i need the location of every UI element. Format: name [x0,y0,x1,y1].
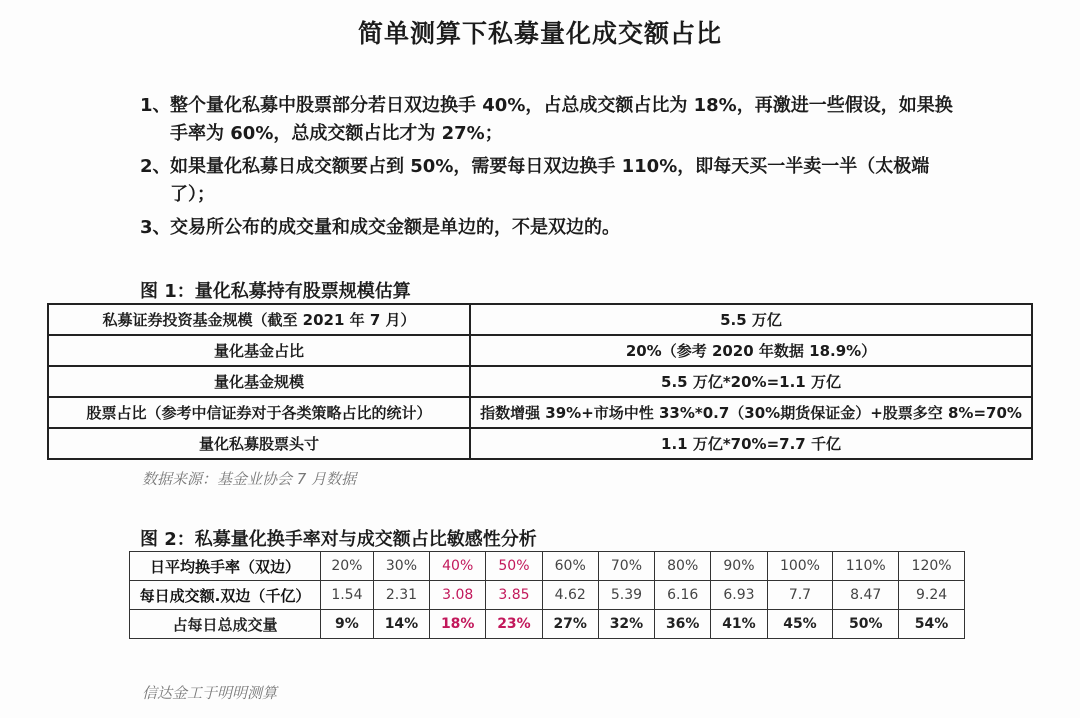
row-header: 占每日总成交量 [130,610,321,639]
table-cell: 量化私募股票头寸 [48,428,470,459]
table-cell: 私募证券投资基金规模（截至 2021 年 7 月） [48,304,470,335]
table-cell: 30% [373,552,429,581]
table-cell: 14% [373,610,429,639]
key-points-list [140,92,970,247]
sensitivity-table [129,551,965,639]
table-cell: 9% [321,610,374,639]
table-row [130,552,965,581]
table-row [130,610,965,639]
table-cell: 8.47 [833,581,899,610]
table-cell: 5.39 [598,581,654,610]
table-cell: 41% [711,610,767,639]
point-item [140,214,970,242]
point-number: 1、 [140,95,171,116]
table-cell: 20%（参考 2020 年数据 18.9%） [470,335,1032,366]
table-cell: 54% [899,610,965,639]
table-cell: 100% [767,552,833,581]
table-cell: 70% [598,552,654,581]
table-cell: 20% [321,552,374,581]
point-text: 如果量化私募日成交额要占到 50%，需要每日双边换手 110%，即每天买一半卖一半（太极端了）； [170,156,930,205]
table-cell: 1.54 [321,581,374,610]
table-cell-highlight: 40% [430,552,486,581]
table-cell: 5.5 万亿 [470,304,1032,335]
table-cell: 量化基金规模 [48,366,470,397]
point-item [140,153,970,209]
table-cell-highlight: 18% [430,610,486,639]
table-cell: 指数增强 39%+市场中性 33%*0.7（30%期货保证金）+股票多空 8%=70% [470,397,1032,428]
row-header: 日平均换手率（双边） [130,552,321,581]
table-cell: 1.1 万亿*70%=7.7 千亿 [470,428,1032,459]
table-cell: 36% [655,610,711,639]
point-item [140,92,970,148]
table-cell: 9.24 [899,581,965,610]
figure-2-note: 信达金工于明明测算 [142,684,278,702]
table-cell-highlight: 23% [486,610,542,639]
table-cell-highlight: 3.85 [486,581,542,610]
table-row [48,304,1032,335]
point-text: 交易所公布的成交量和成交金额是单边的，不是双边的。 [170,217,620,238]
table-cell: 90% [711,552,767,581]
table-row [48,366,1032,397]
table-cell: 7.7 [767,581,833,610]
table-row [48,397,1032,428]
point-number: 2、 [140,156,171,177]
table-cell: 4.62 [542,581,598,610]
table-row [130,581,965,610]
table-cell: 6.16 [655,581,711,610]
point-text: 整个量化私募中股票部分若日双边换手 40%，占总成交额占比为 18%，再激进一些假设，如果换手率为 60%，总成交额占比才为 27%； [170,95,953,144]
table-cell: 60% [542,552,598,581]
table-cell: 6.93 [711,581,767,610]
figure-1-source: 数据来源：基金业协会 7 月数据 [142,470,357,488]
table-cell: 50% [833,610,899,639]
table-row [48,428,1032,459]
table-cell-highlight: 3.08 [430,581,486,610]
table-cell: 120% [899,552,965,581]
table-cell: 量化基金占比 [48,335,470,366]
page-title: 简单测算下私募量化成交额占比 [357,19,722,48]
table-row [48,335,1032,366]
table-cell: 2.31 [373,581,429,610]
table-cell: 32% [598,610,654,639]
figure-1-title: 图 1：量化私募持有股票规模估算 [140,281,411,302]
table-cell: 27% [542,610,598,639]
point-number: 3、 [140,217,171,238]
figure-2-title: 图 2：私募量化换手率对与成交额占比敏感性分析 [140,529,537,550]
table-cell: 股票占比（参考中信证券对于各类策略占比的统计） [48,397,470,428]
table-cell-highlight: 50% [486,552,542,581]
holdings-estimate-table [47,303,1033,460]
table-cell: 80% [655,552,711,581]
table-cell: 5.5 万亿*20%=1.1 万亿 [470,366,1032,397]
row-header: 每日成交额.双边（千亿） [130,581,321,610]
table-cell: 45% [767,610,833,639]
table-cell: 110% [833,552,899,581]
